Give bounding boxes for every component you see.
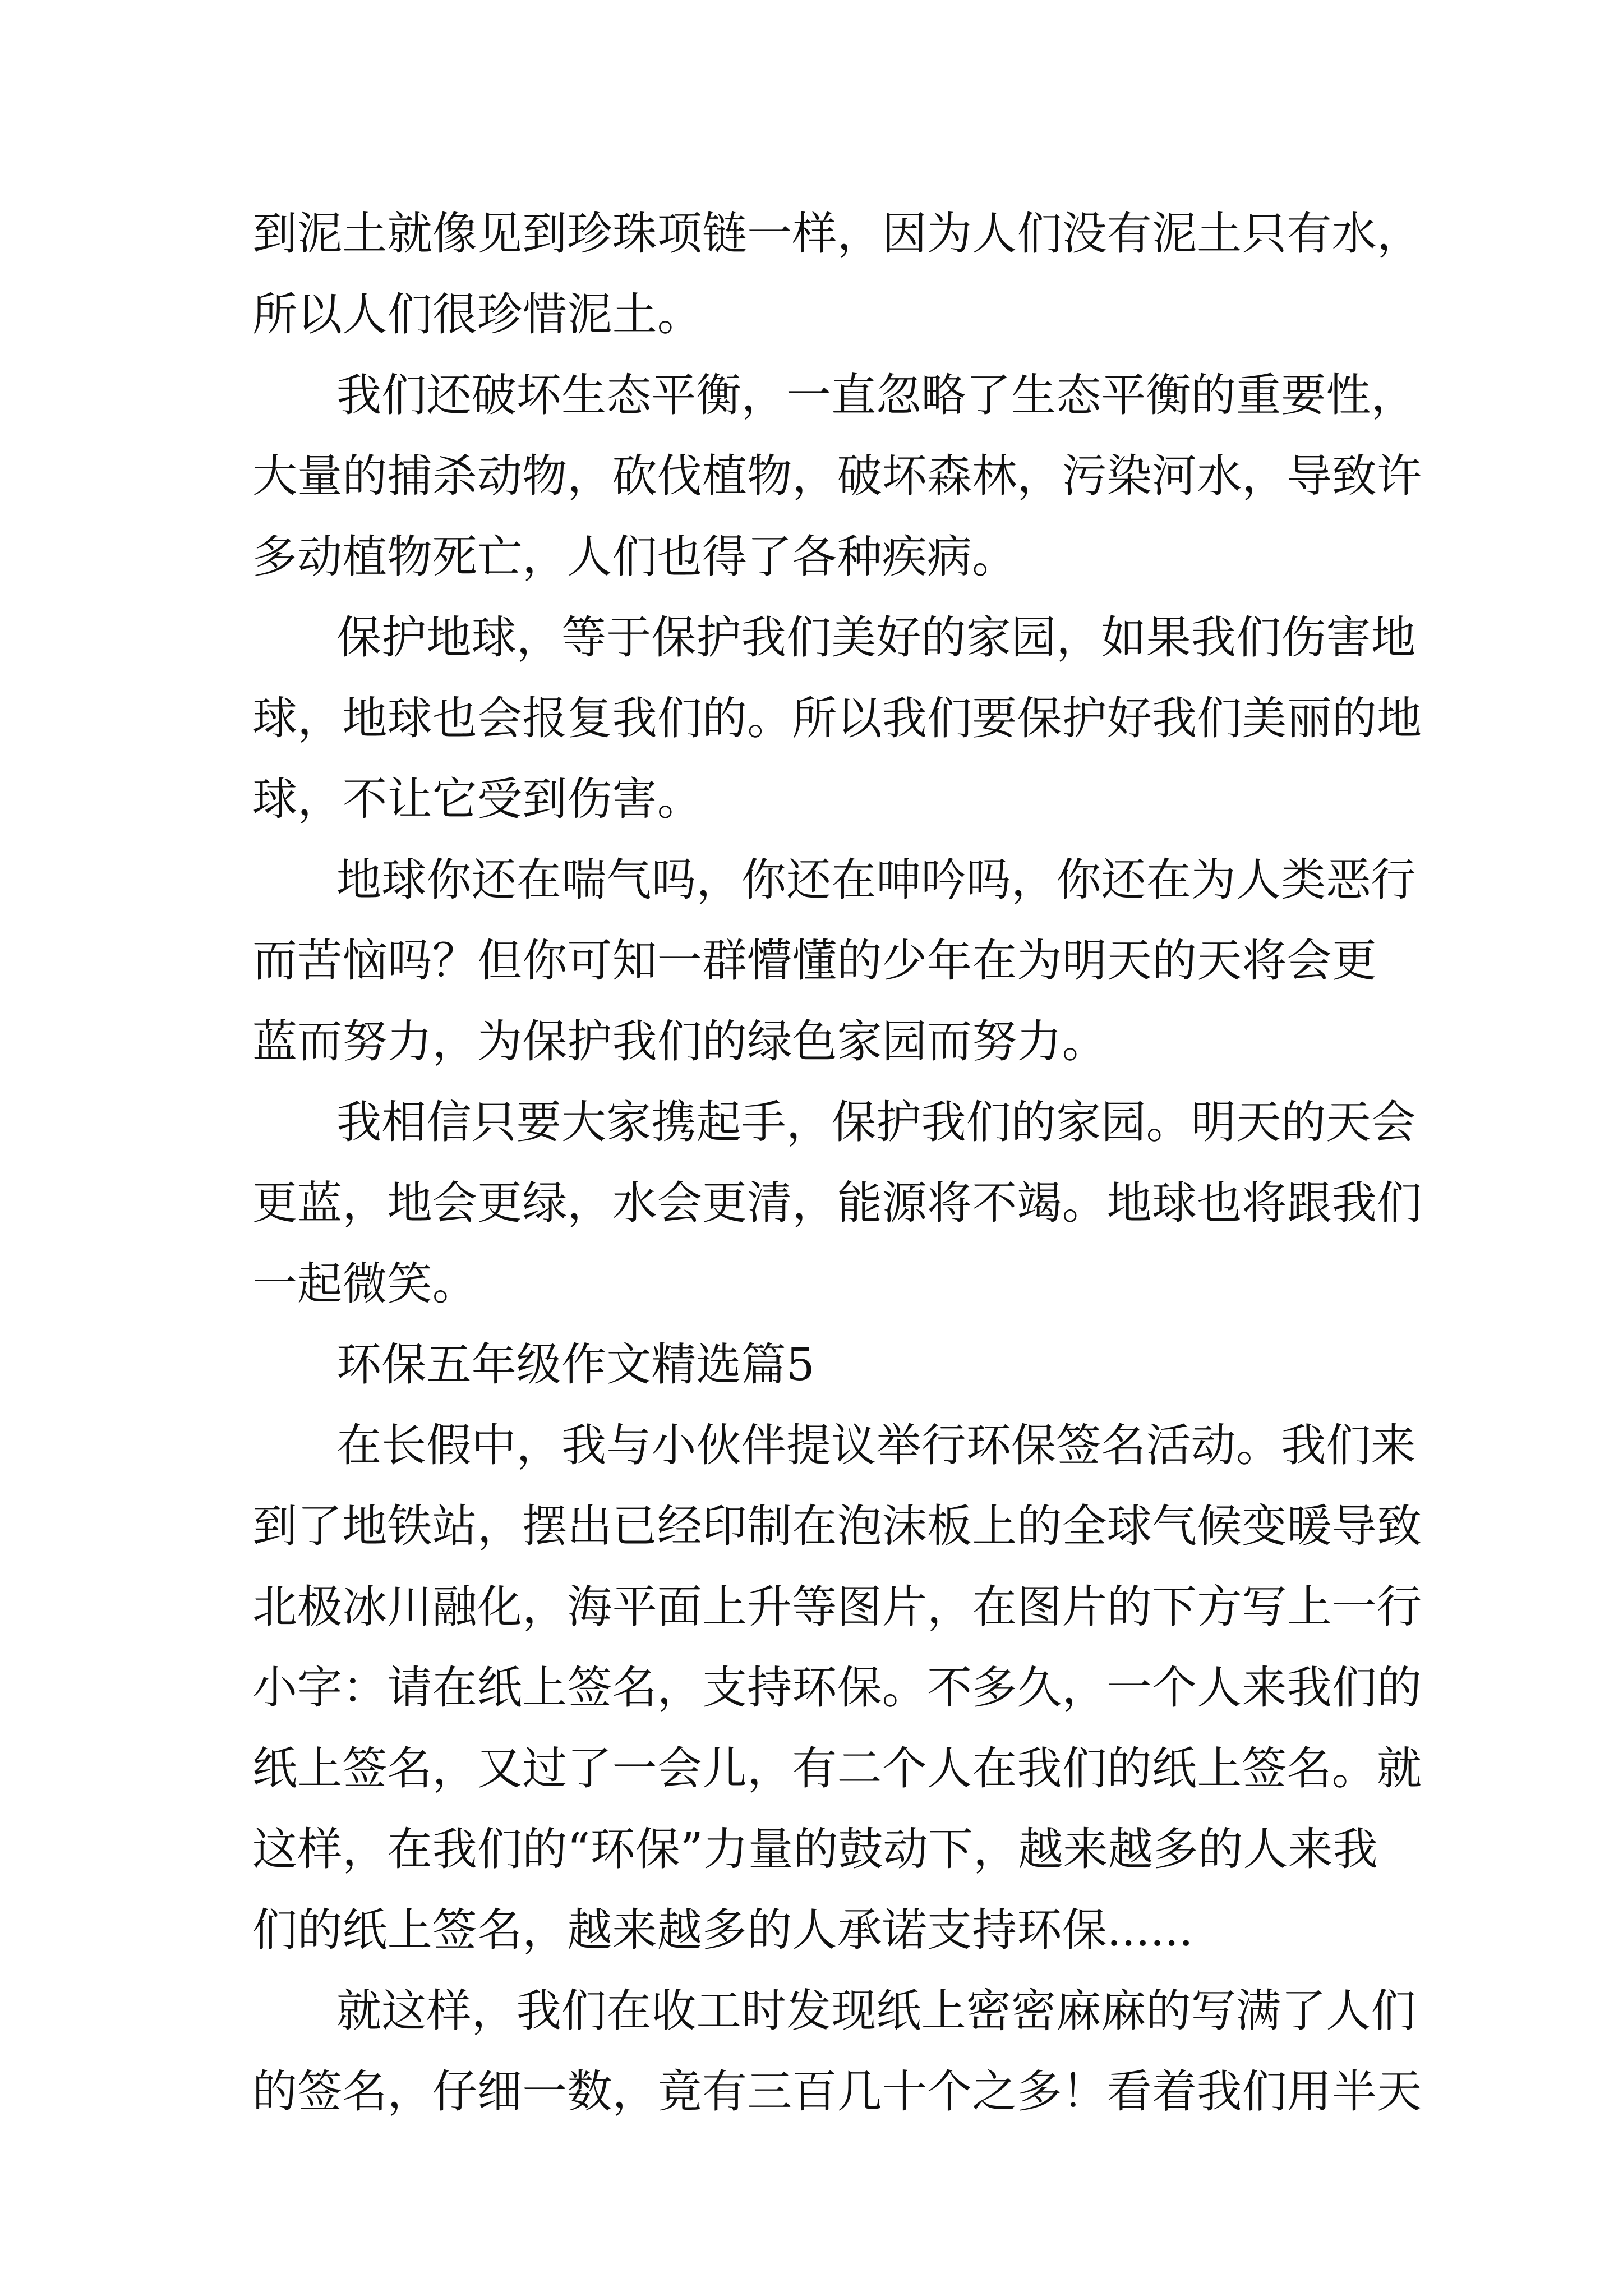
text-line: 球，不让它受到伤害。 xyxy=(252,773,702,825)
text-line: 们的纸上签名，越来越多的人承诺支持环保...... xyxy=(252,1904,1193,1956)
section-heading: 环保五年级作文精选篇5 xyxy=(336,1338,815,1391)
text-line: 蓝而努力，为保护我们的绿色家园而努力。 xyxy=(252,1015,1107,1068)
text-line: 所以人们很珍惜泥土。 xyxy=(252,288,702,341)
text-line: 我相信只要大家携起手，保护我们的家园。明天的天会 xyxy=(336,1096,1416,1148)
text-line: 球，地球也会报复我们的。所以我们要保护好我们美丽的地 xyxy=(252,692,1422,744)
text-line: 大量的捕杀动物，砍伐植物，破坏森林，污染河水，导致许 xyxy=(252,450,1422,502)
text-line: 而苦恼吗？但你可知一群懵懂的少年在为明天的天将会更 xyxy=(252,935,1377,987)
text-line: 在长假中，我与小伙伴提议举行环保签名活动。我们来 xyxy=(336,1419,1416,1471)
text-line: 到泥土就像见到珍珠项链一样，因为人们没有泥土只有水， xyxy=(252,208,1422,260)
text-line: 的签名，仔细一数，竟有三百几十个之多！看着我们用半天 xyxy=(252,2065,1422,2118)
text-line: 地球你还在喘气吗，你还在呻吟吗，你还在为人类恶行 xyxy=(336,854,1416,906)
text-line: 北极冰川融化，海平面上升等图片，在图片的下方写上一行 xyxy=(252,1581,1422,1633)
text-line: 这样，在我们的“环保”力量的鼓动下，越来越多的人来我 xyxy=(252,1823,1378,1875)
text-line: 更蓝，地会更绿，水会更清，能源将不竭。地球也将跟我们 xyxy=(252,1177,1422,1229)
text-line: 小字：请在纸上签名，支持环保。不多久，一个人来我们的 xyxy=(252,1662,1422,1714)
text-line: 我们还破坏生态平衡，一直忽略了生态平衡的重要性， xyxy=(336,369,1416,421)
text-line: 一起微笑。 xyxy=(252,1258,477,1310)
text-line: 纸上签名，又过了一会儿，有二个人在我们的纸上签名。就 xyxy=(252,1742,1422,1795)
text-line: 就这样，我们在收工时发现纸上密密麻麻的写满了人们 xyxy=(336,1985,1416,2037)
text-line: 保护地球，等于保护我们美好的家园，如果我们伤害地 xyxy=(336,611,1416,664)
text-line: 多动植物死亡，人们也得了各种疾病。 xyxy=(252,531,1017,583)
body-text xyxy=(252,194,1436,2132)
text-line: 到了地铁站，摆出已经印制在泡沫板上的全球气候变暖导致 xyxy=(252,1500,1422,1552)
